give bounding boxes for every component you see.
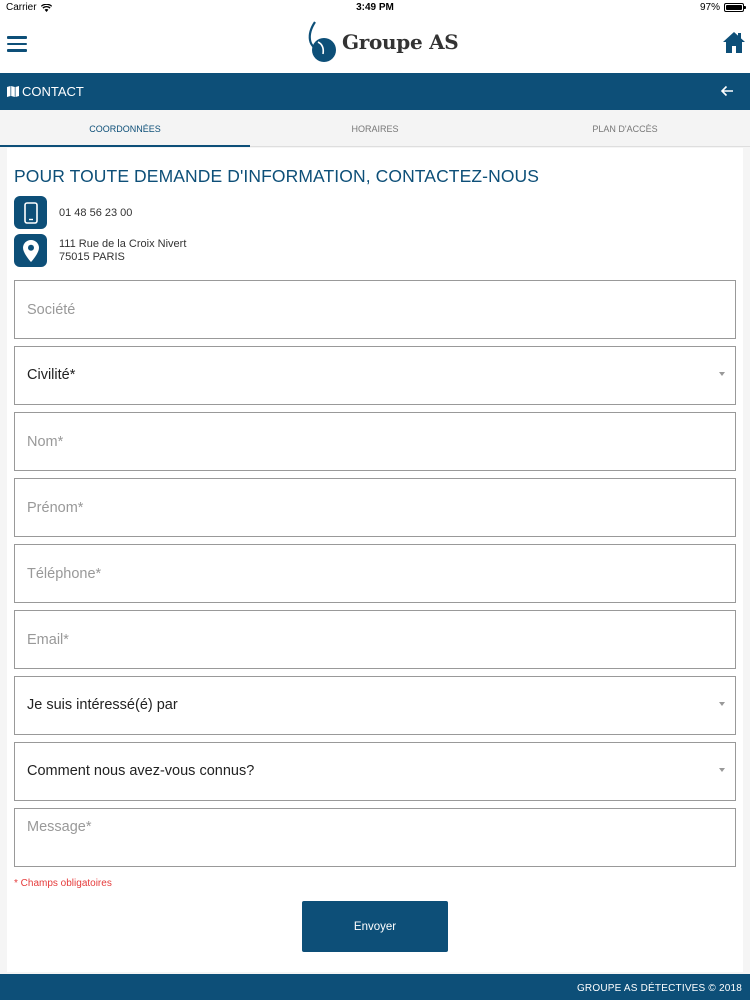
page-title: POUR TOUTE DEMANDE D'INFORMATION, CONTACTEZ-NOUS <box>14 166 540 186</box>
tab-plan-acces[interactable]: PLAN D'ACCÈS <box>592 124 658 134</box>
required-fields-note: * Champs obligatoires <box>14 878 112 889</box>
message-textarea[interactable] <box>15 809 735 866</box>
tab-bar <box>0 110 750 147</box>
carrier-label: Carrier <box>6 2 37 13</box>
interesse-select[interactable] <box>14 676 736 735</box>
chevron-down-icon <box>719 702 725 706</box>
interesse-label: Je suis intéressé(é) par <box>27 697 178 713</box>
prenom-field[interactable] <box>14 478 736 537</box>
address <box>59 234 186 264</box>
phone-icon <box>14 196 47 229</box>
societe-input[interactable] <box>15 281 735 338</box>
footer <box>0 974 750 1000</box>
logo-icon <box>306 20 338 64</box>
telephone-input[interactable] <box>15 545 735 602</box>
message-field[interactable] <box>14 808 736 867</box>
map-icon <box>7 86 19 97</box>
nom-input[interactable] <box>15 413 735 470</box>
societe-field[interactable] <box>14 280 736 339</box>
status-bar <box>0 0 750 14</box>
nom-field[interactable] <box>14 412 736 471</box>
telephone-field[interactable] <box>14 544 736 603</box>
address-line2: 75015 PARIS <box>59 251 125 263</box>
civilite-label: Civilité* <box>27 367 76 383</box>
connus-select[interactable] <box>14 742 736 801</box>
connus-label: Comment nous avez-vous connus? <box>27 763 255 779</box>
battery-info <box>700 2 744 13</box>
address-row <box>14 234 186 267</box>
app-header <box>0 14 750 73</box>
hamburger-icon <box>7 36 27 52</box>
submit-button[interactable]: Envoyer <box>302 901 448 952</box>
section-title-wrap <box>7 84 84 99</box>
civilite-select[interactable] <box>14 346 736 405</box>
footer-copyright: GROUPE AS DÉTECTIVES © 2018 <box>576 983 742 994</box>
back-button[interactable] <box>720 84 734 98</box>
phone-number[interactable]: 01 48 56 23 00 <box>59 207 133 219</box>
email-field[interactable] <box>14 610 736 669</box>
home-button[interactable] <box>722 30 746 54</box>
home-icon <box>722 30 746 54</box>
arrow-left-icon <box>720 84 734 98</box>
email-input[interactable] <box>15 611 735 668</box>
phone-row <box>14 196 132 229</box>
clock: 3:49 PM <box>356 2 394 13</box>
address-line1: 111 Rue de la Croix Nivert <box>59 238 187 250</box>
contact-content <box>7 148 743 972</box>
tab-horaires[interactable]: HORAIRES <box>351 124 399 134</box>
map-marker-icon <box>14 234 47 267</box>
logo[interactable] <box>306 18 458 66</box>
tab-coordonnees[interactable]: COORDONNÉES <box>0 110 250 146</box>
section-bar <box>0 73 750 110</box>
logo-text: Groupe AS <box>342 30 459 54</box>
prenom-input[interactable] <box>15 479 735 536</box>
battery-percent: 97% <box>699 2 720 13</box>
section-title: CONTACT <box>22 84 84 99</box>
menu-button[interactable] <box>7 36 27 52</box>
chevron-down-icon <box>719 768 725 772</box>
battery-icon <box>724 3 744 12</box>
chevron-down-icon <box>719 372 725 376</box>
